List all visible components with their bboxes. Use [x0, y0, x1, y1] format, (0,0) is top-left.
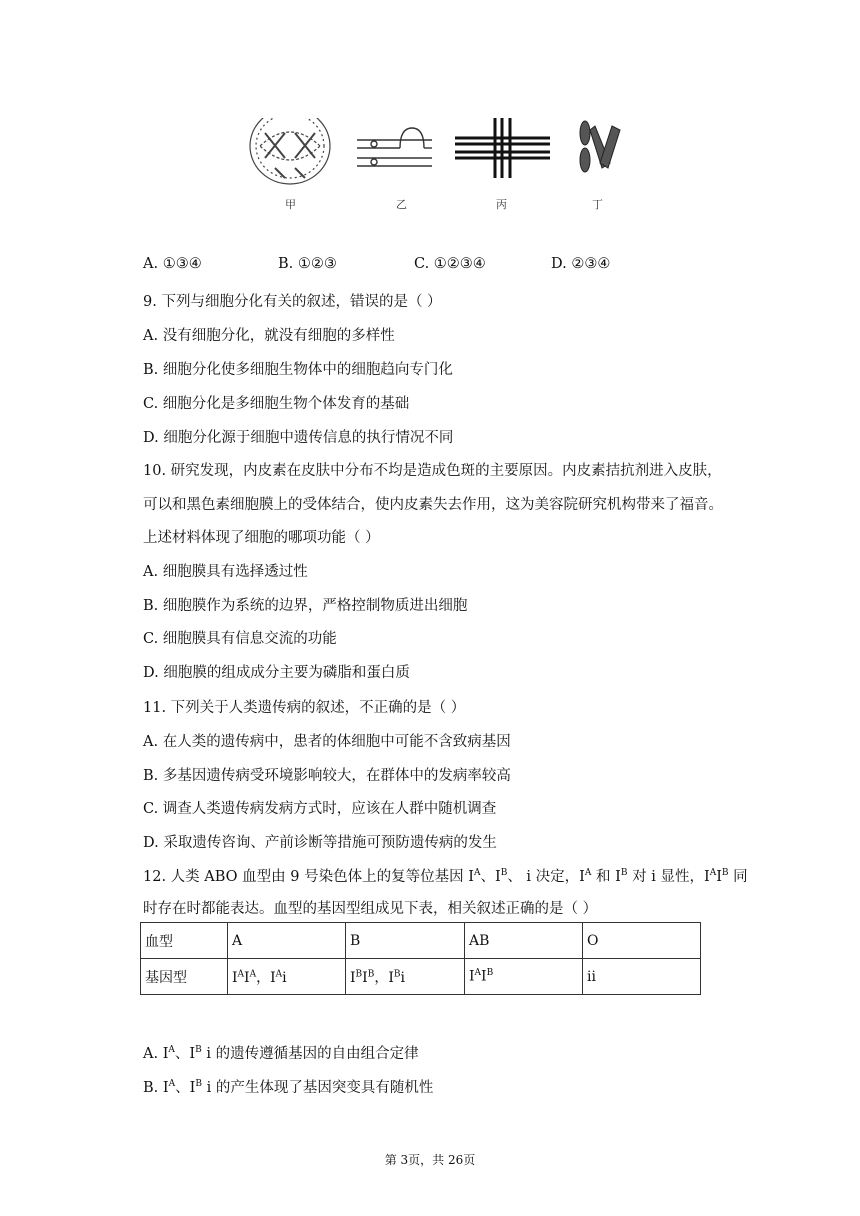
q12-option-a[interactable]: A. $I^A$、$I^B$ i 的遗传遵循基因的自由组合定律 — [143, 1045, 419, 1062]
table-cell: ii — [583, 959, 701, 995]
q11-stem: 11. 下列关于人类遗传病的叙述，不正确的是（ ） — [143, 700, 466, 716]
q8-option-d[interactable]: D. ②③④ — [551, 256, 611, 272]
q9-option-a[interactable]: A. 没有细胞分化，就没有细胞的多样性 — [143, 328, 395, 344]
figure-drawings — [240, 118, 640, 218]
q11-option-c[interactable]: C. 调查人类遗传病发病方式时，应该在人群中随机调查 — [143, 801, 497, 817]
q9-option-d[interactable]: D. 细胞分化源于细胞中遗传信息的执行情况不同 — [143, 430, 454, 446]
table-cell: AB — [465, 923, 583, 959]
q10-stem-line3: 上述材料体现了细胞的哪项功能（ ） — [143, 530, 380, 546]
chromosome-bing-drawing — [455, 118, 550, 178]
table-cell: $I^AI^B$ — [465, 959, 583, 995]
table-cell: O — [583, 923, 701, 959]
q10-stem-line1: 10. 研究发现，内皮素在皮肤中分布不均是造成色斑的主要原因。内皮素拮抗剂进入皮肤， — [143, 463, 722, 479]
figure-label-bing: 丙 — [496, 198, 507, 211]
q9-option-b[interactable]: B. 细胞分化使多细胞生物体中的细胞趋向专门化 — [143, 362, 453, 378]
q11-option-b[interactable]: B. 多基因遗传病受环境影响较大，在群体中的发病率较高 — [143, 768, 511, 784]
q10-option-a[interactable]: A. 细胞膜具有选择透过性 — [143, 564, 308, 580]
table-row — [141, 923, 701, 959]
cell-jia-drawing — [250, 118, 330, 184]
figure-label-yi: 乙 — [396, 198, 407, 211]
q11-option-a[interactable]: A. 在人类的遗传病中，患者的体细胞中可能不含致病基因 — [143, 734, 511, 750]
q8-option-c[interactable]: C. ①②③④ — [414, 256, 486, 272]
table-cell: 基因型 — [141, 959, 228, 995]
table-cell: A — [228, 923, 346, 959]
figure-label-ding: 丁 — [592, 198, 603, 211]
table-cell: $I^AI^A$，$I^Ai$ — [228, 959, 346, 995]
q11-option-d[interactable]: D. 采取遗传咨询、产前诊断等措施可预防遗传病的发生 — [143, 835, 497, 851]
q9-stem: 9. 下列与细胞分化有关的叙述，错误的是（ ） — [143, 294, 442, 310]
q9-option-c[interactable]: C. 细胞分化是多细胞生物个体发育的基础 — [143, 396, 410, 412]
chromosome-figure — [240, 118, 640, 218]
table-cell: B — [346, 923, 465, 959]
q10-option-c[interactable]: C. 细胞膜具有信息交流的功能 — [143, 631, 337, 647]
q12-option-b[interactable]: B. $I^A$、$I^B$ i 的产生体现了基因突变具有随机性 — [143, 1079, 434, 1096]
q8-option-a[interactable]: A. ①③④ — [143, 256, 202, 272]
q10-option-b[interactable]: B. 细胞膜作为系统的边界，严格控制物质进出细胞 — [143, 598, 468, 614]
blood-type-table — [140, 922, 701, 995]
page-footer: 第 3页，共 26页 — [384, 1153, 476, 1167]
q12-stem-line2: 时存在时都能表达。血型的基因型组成见下表，相关叙述正确的是（ ） — [143, 901, 598, 917]
q12-stem-line1: 12. 人类 ABO 血型由 9 号染色体上的复等位基因 $I^A$、$I^B$、 i 决定，$I^A$ 和 $I^B$ 对 i 显性，$I^AI^B$ 同 — [143, 868, 748, 885]
q8-options — [143, 256, 663, 276]
chromosome-yi-drawing — [357, 128, 432, 166]
table-cell: 血型 — [141, 923, 228, 959]
table-row — [141, 959, 701, 995]
table-cell: $I^BI^B$，$I^Bi$ — [346, 959, 465, 995]
figure-label-jia: 甲 — [285, 198, 296, 211]
q8-option-b[interactable]: B. ①②③ — [278, 256, 337, 272]
chromosome-ding-drawing — [580, 121, 620, 172]
q10-stem-line2: 可以和黑色素细胞膜上的受体结合，使内皮素失去作用，这为美容院研究机构带来了福音。 — [143, 497, 723, 513]
q10-option-d[interactable]: D. 细胞膜的组成成分主要为磷脂和蛋白质 — [143, 665, 410, 681]
